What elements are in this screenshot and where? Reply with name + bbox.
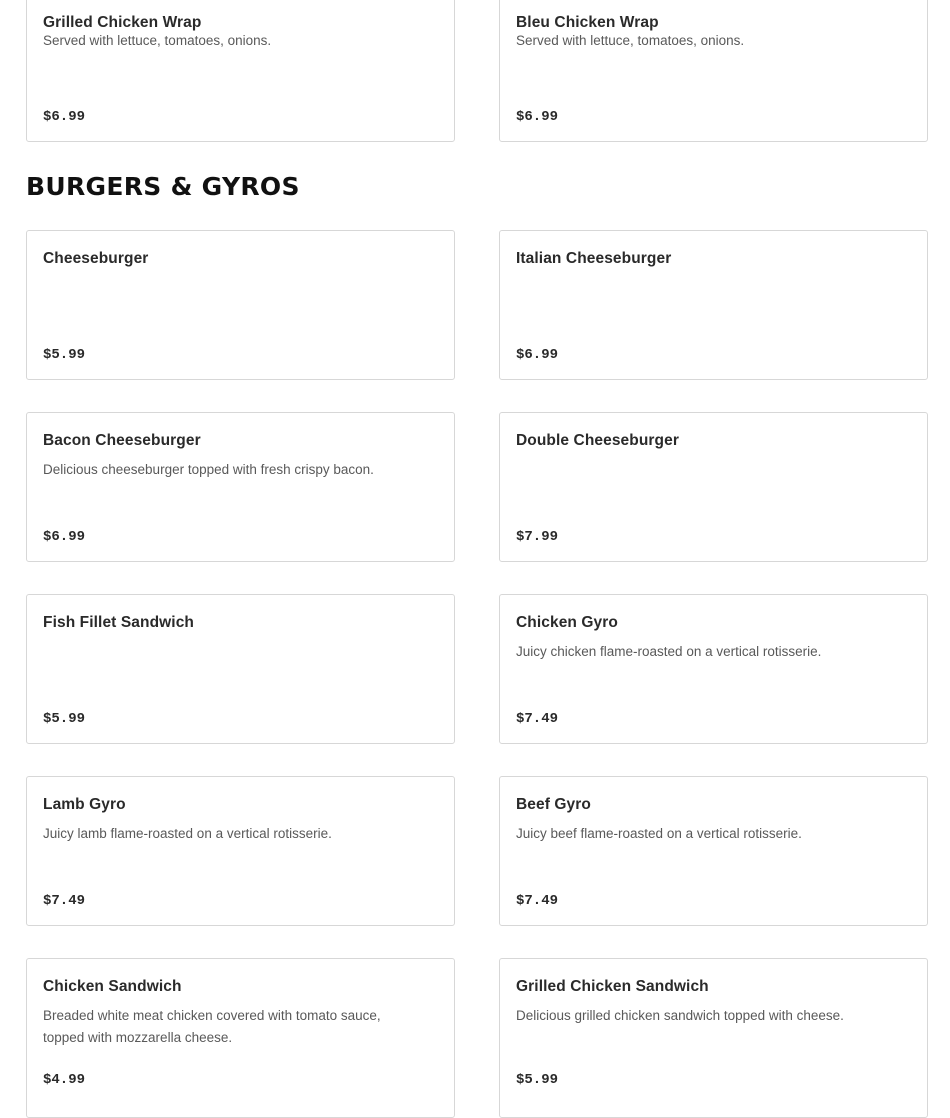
menu-item-description: Juicy lamb flame-roasted on a vertical rotisserie. (43, 826, 332, 841)
menu-item-name: Chicken Sandwich (43, 978, 182, 995)
menu-item-card[interactable] (26, 958, 455, 1118)
menu-item-name: Chicken Gyro (516, 614, 618, 631)
menu-item-price: $6.99 (516, 109, 559, 125)
menu-item-name: Lamb Gyro (43, 796, 126, 813)
menu-item-description: Juicy chicken flame-roasted on a vertical rotisserie. (516, 644, 822, 659)
menu-item-name: Bacon Cheeseburger (43, 432, 201, 449)
menu-item-card[interactable] (26, 776, 455, 926)
menu-item-price: $6.99 (516, 347, 559, 363)
menu-item-price: $5.99 (43, 711, 86, 727)
menu-item-card[interactable] (26, 0, 455, 142)
menu-item-price: $7.99 (516, 529, 559, 545)
menu-item-card[interactable] (499, 776, 928, 926)
menu-item-card[interactable] (499, 958, 928, 1118)
menu-item-name: Fish Fillet Sandwich (43, 614, 194, 631)
menu-item-card[interactable] (26, 230, 455, 380)
section-title: BURGERS & GYROS (26, 172, 300, 201)
menu-item-name: Grilled Chicken Sandwich (516, 978, 709, 995)
menu-item-price: $7.49 (43, 893, 86, 909)
menu-item-card[interactable] (26, 594, 455, 744)
menu-item-name: Beef Gyro (516, 796, 591, 813)
menu-item-price: $7.49 (516, 893, 559, 909)
menu-item-card[interactable] (499, 594, 928, 744)
menu-item-description: Delicious cheeseburger topped with fresh crispy bacon. (43, 462, 374, 477)
menu-item-price: $6.99 (43, 109, 86, 125)
menu-item-price: $7.49 (516, 711, 559, 727)
menu-item-card[interactable] (499, 0, 928, 142)
menu-item-description: Served with lettuce, tomatoes, onions. (43, 33, 272, 48)
menu-item-description: Breaded white meat chicken covered with tomato sauce, topped with mozzarella cheese. (43, 1008, 381, 1045)
menu-item-price: $5.99 (43, 347, 86, 363)
menu-item-name: Bleu Chicken Wrap (516, 14, 659, 31)
menu-item-price: $4.99 (43, 1072, 86, 1088)
menu-item-description: Served with lettuce, tomatoes, onions. (516, 33, 745, 48)
menu-item-description: Juicy beef flame-roasted on a vertical rotisserie. (516, 826, 802, 841)
menu-item-name: Double Cheeseburger (516, 432, 679, 449)
menu-item-name: Italian Cheeseburger (516, 250, 672, 267)
menu-item-price: $6.99 (43, 529, 86, 545)
menu-item-description: Delicious grilled chicken sandwich topped with cheese. (516, 1008, 844, 1023)
menu-item-card[interactable] (499, 230, 928, 380)
menu-item-name: Cheeseburger (43, 250, 149, 267)
menu-item-card[interactable] (499, 412, 928, 562)
menu-item-name: Grilled Chicken Wrap (43, 14, 202, 31)
menu-item-card[interactable] (26, 412, 455, 562)
menu-item-price: $5.99 (516, 1072, 559, 1088)
